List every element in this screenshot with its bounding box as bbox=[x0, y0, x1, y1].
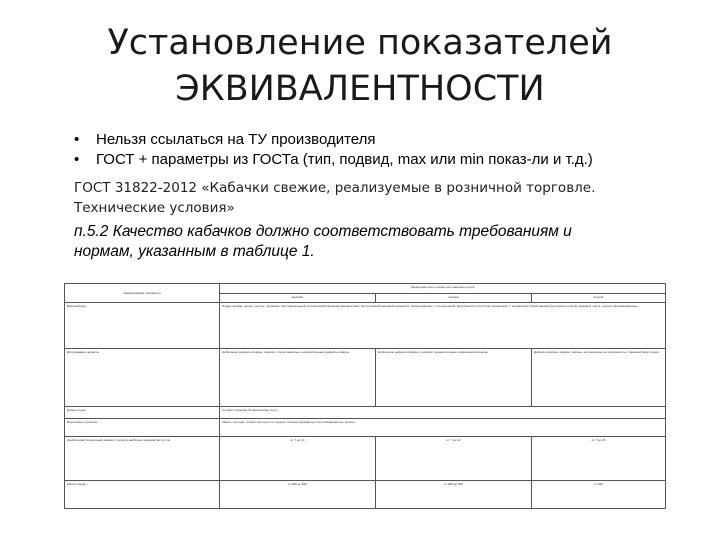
row-value-cell: Мякоть плотная, сочная, без пустот и трещин. Семена неразвитые или слаборазвитые, мягкие bbox=[220, 419, 666, 437]
grade-cell: высший bbox=[220, 294, 376, 303]
row-value-cell: от 7 до 15 bbox=[532, 437, 666, 481]
row-name-cell: Внешний вид bbox=[65, 303, 220, 349]
row-value-cell: Дефекты формы, окраски, кожицы, не влияющие на сохранность и товарный вид плодов bbox=[532, 349, 666, 407]
title-line-1: Установление показателей bbox=[107, 23, 613, 63]
row-value-cell: от 7 до 12 bbox=[376, 437, 532, 481]
gost-reference bbox=[74, 178, 694, 218]
grade-cell: первый bbox=[376, 294, 532, 303]
table-row bbox=[65, 349, 666, 407]
bullet-item bbox=[74, 150, 714, 170]
row-value-cell: Небольшие дефекты формы, окраски, слегка заметные; незначительные дефекты кожицы bbox=[220, 349, 376, 407]
bullet-item bbox=[74, 130, 714, 150]
row-value-cell: Соответствующая ботаническому сорту bbox=[220, 407, 666, 419]
bullet-dot-icon: • bbox=[74, 131, 80, 148]
table-row bbox=[65, 481, 666, 509]
clause-line-2: нормам, указанным в таблице 1. bbox=[74, 243, 315, 260]
table-row bbox=[65, 437, 666, 481]
row-name-cell: Масса плода, г bbox=[65, 481, 220, 509]
row-value-cell: от 200 bbox=[532, 481, 666, 509]
row-value-cell: от 200 до 600 bbox=[376, 481, 532, 509]
header-name-cell: Наименование показателя bbox=[65, 284, 220, 303]
row-name-cell: Внутреннее строение bbox=[65, 419, 220, 437]
bullet-text: ГОСТ + параметры из ГОСТа (тип, подвид, max или min показ-ли и т.д.) bbox=[96, 151, 593, 168]
gost-line-2: Технические условия» bbox=[74, 200, 235, 216]
row-name-cell: Допускаемые дефекты bbox=[65, 349, 220, 407]
table-row bbox=[65, 407, 666, 419]
clause-text bbox=[74, 222, 694, 262]
slide-title bbox=[0, 20, 720, 112]
row-value-cell: Плоды свежие, целые, чистые, здоровые, без повреждений сельскохозяйственными вредителями, без излишней внешней влажности, неперезревшие, с плодоножкой. Допускается отсутствие плодоножки, с нормальной (свойственной для данного сорта) окраской; сорта, хорошо сформированные bbox=[220, 303, 666, 349]
quality-table bbox=[64, 283, 665, 510]
title-line-2: ЭКВИВАЛЕНТНОСТИ bbox=[175, 69, 545, 109]
header-norm-cell: Характеристика и норма для товарного сорта bbox=[220, 284, 666, 294]
table-header-row bbox=[65, 284, 666, 294]
row-name-cell: Наибольший поперечный диаметр плода (в наиболее широкой части), см bbox=[65, 437, 220, 481]
row-value-cell: от 200 до 500 bbox=[220, 481, 376, 509]
row-value-cell: Небольшие дефекты формы и окраски; незначительные повреждения кожицы bbox=[376, 349, 532, 407]
bullet-text: Нельзя ссылаться на ТУ производителя bbox=[96, 131, 376, 148]
clause-line-1: п.5.2 Качество кабачков должно соответствовать требованиям и bbox=[74, 223, 572, 240]
bullet-list bbox=[74, 130, 714, 170]
grade-cell: второй bbox=[532, 294, 666, 303]
gost-line-1: ГОСТ 31822-2012 «Кабачки свежие, реализуемые в розничной торговле. bbox=[74, 180, 596, 196]
bullet-dot-icon: • bbox=[74, 151, 80, 168]
table-row bbox=[65, 303, 666, 349]
table-row bbox=[65, 419, 666, 437]
row-name-cell: Длина плода bbox=[65, 407, 220, 419]
row-value-cell: от 7 до 10 bbox=[220, 437, 376, 481]
